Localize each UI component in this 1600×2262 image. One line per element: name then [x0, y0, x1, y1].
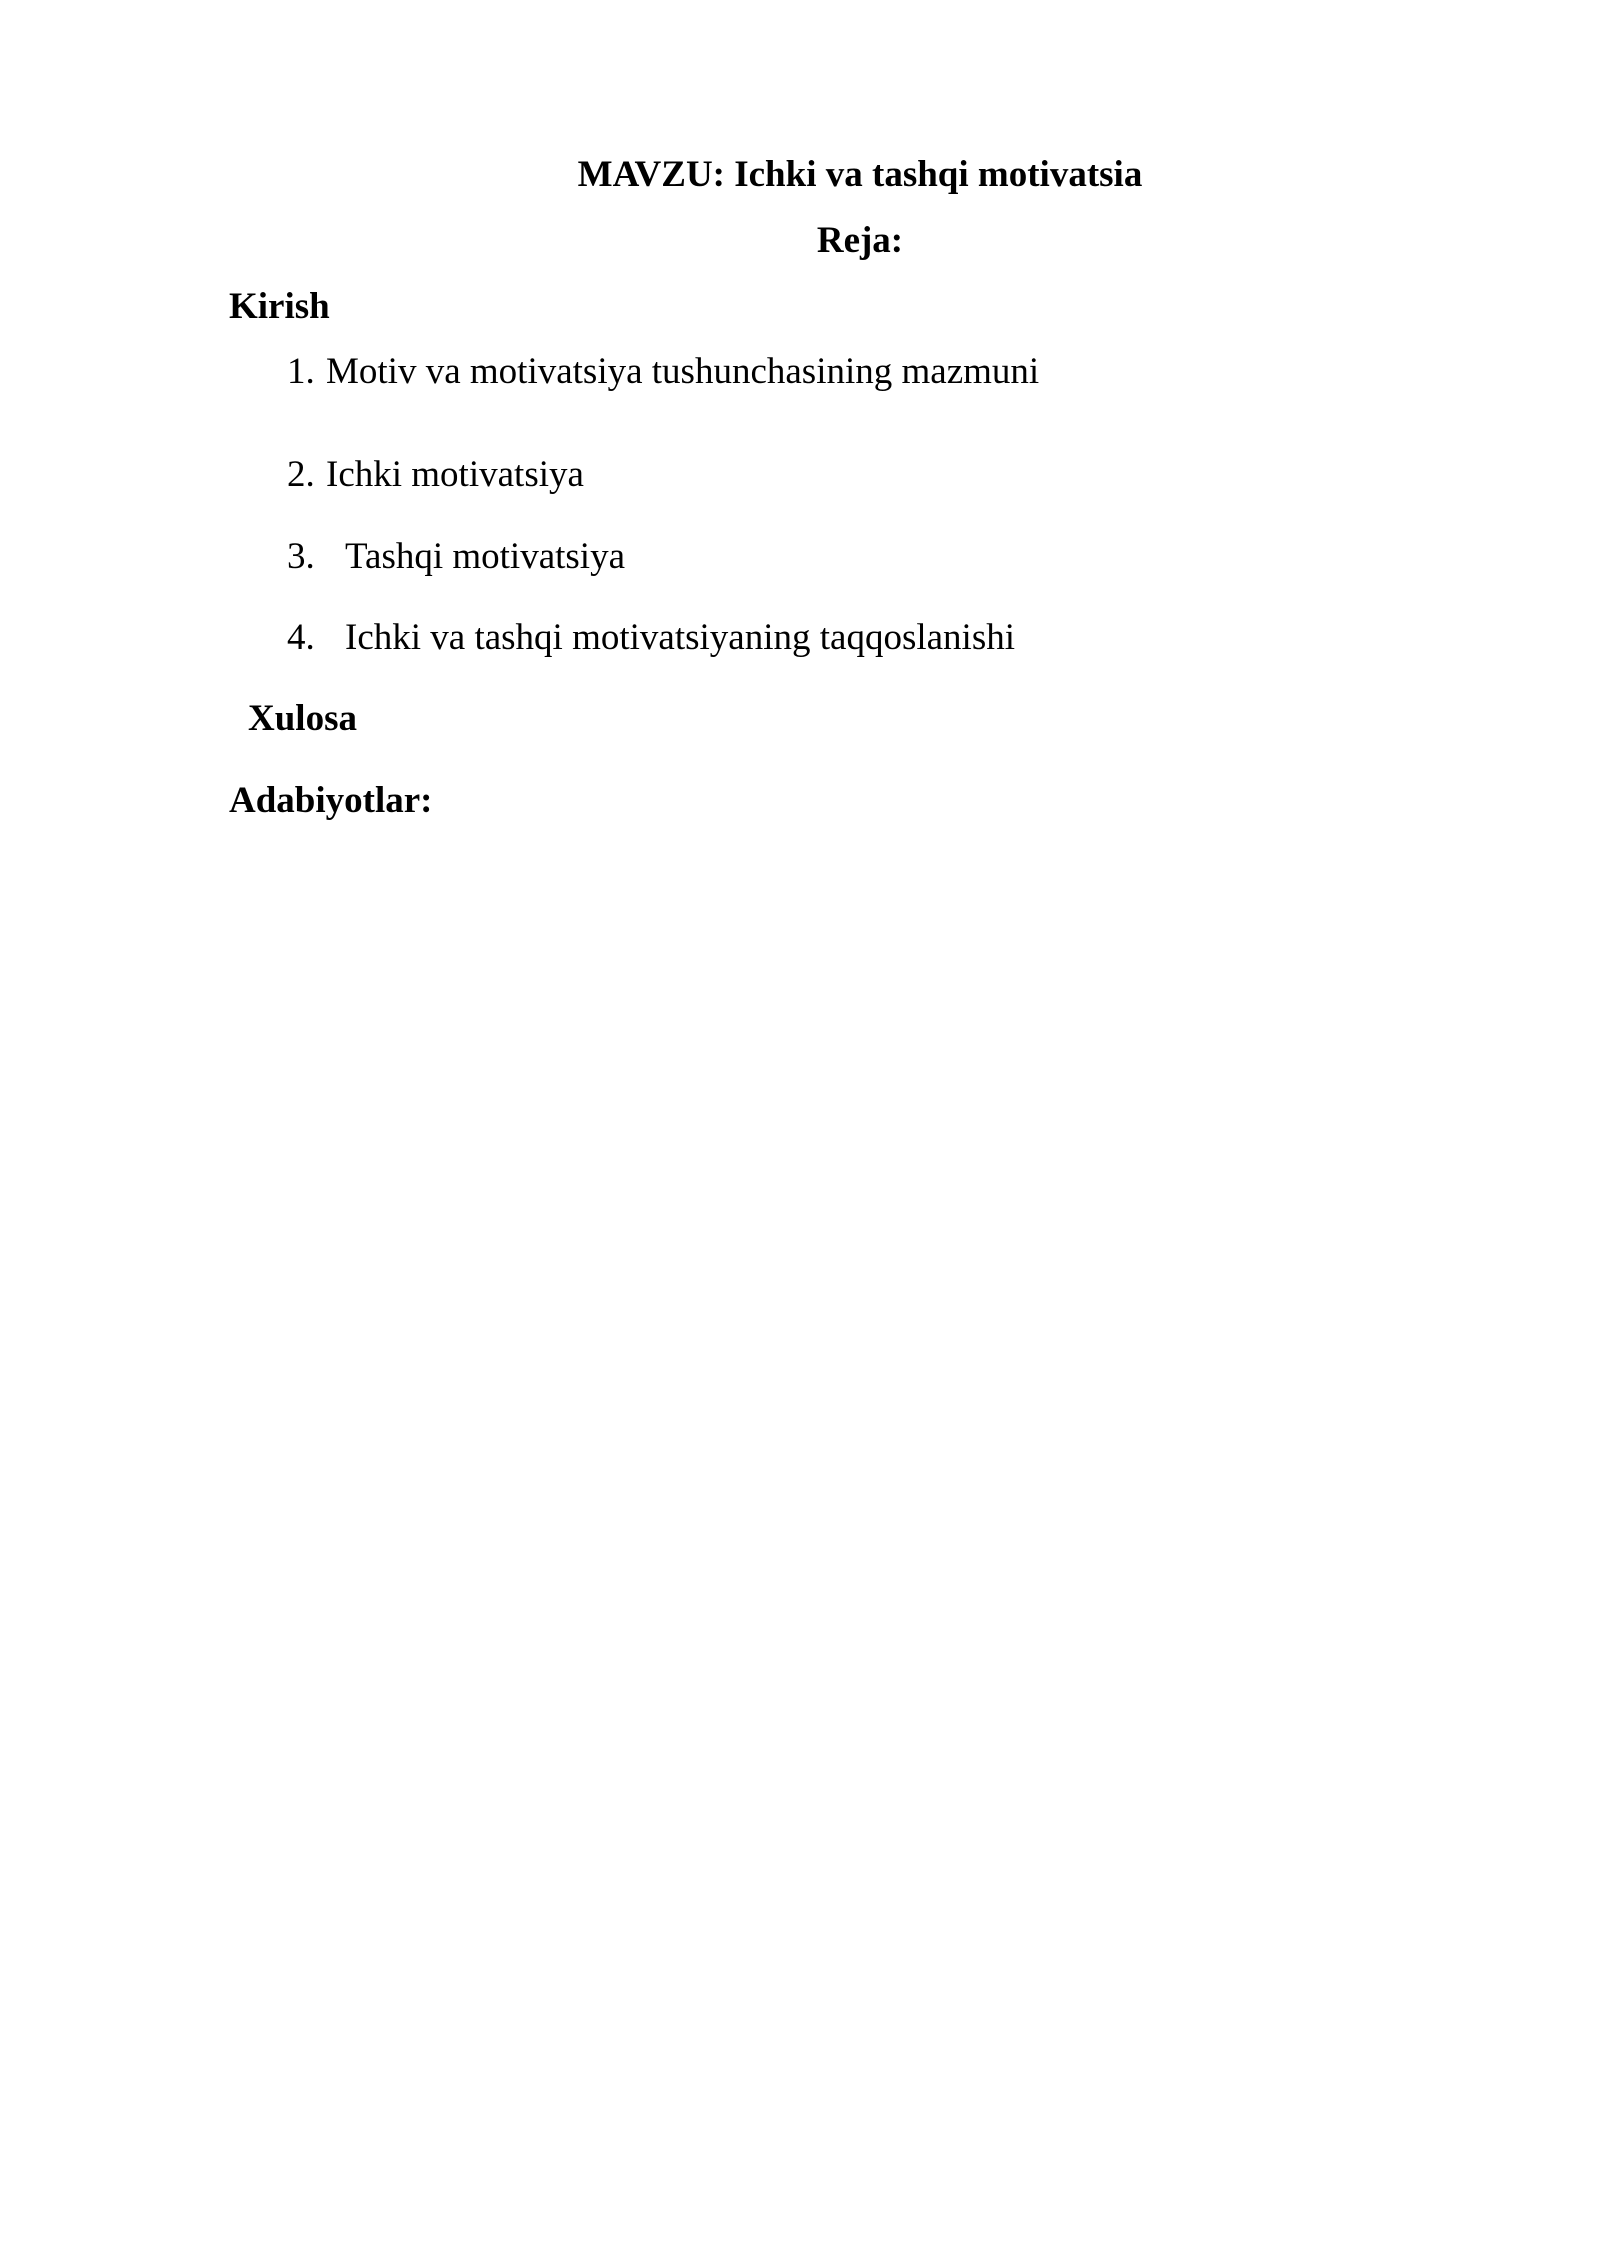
document-title: MAVZU: Ichki va tashqi motivatsia [577, 154, 1143, 195]
plan-heading: Reja: [816, 220, 904, 261]
list-item-text: Tashqi motivatsiya [345, 536, 626, 577]
list-item-text: Ichki motivatsiya [326, 454, 584, 495]
list-item-number: 2. [287, 454, 315, 495]
list-item [287, 453, 584, 497]
list-item-number: 3. [287, 536, 315, 577]
list-item [287, 535, 625, 579]
list-item [287, 616, 1015, 660]
list-item-number: 4. [287, 617, 315, 658]
references-heading: Adabiyotlar: [229, 780, 433, 821]
intro-heading: Kirish [229, 286, 330, 327]
list-item-number: 1. [287, 351, 315, 392]
list-item [287, 350, 1039, 394]
conclusion-heading: Xulosa [248, 698, 357, 739]
list-item-text: Motiv va motivatsiya tushunchasining mazmuni [326, 351, 1040, 392]
list-item-text: Ichki va tashqi motivatsiyaning taqqoslanishi [345, 617, 1016, 658]
